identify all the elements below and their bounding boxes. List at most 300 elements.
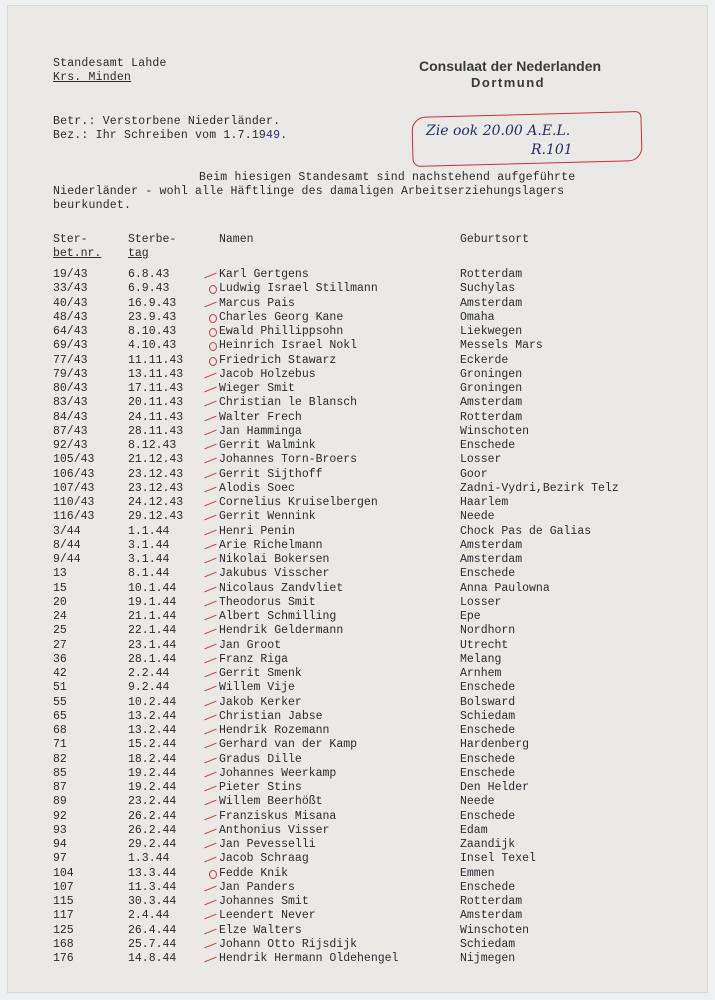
handwritten-note-line2: R.101 xyxy=(531,142,573,158)
entry-date: 8.12.43 xyxy=(128,439,177,452)
entry-date: 21.12.43 xyxy=(128,453,184,467)
entry-birthplace: Neede xyxy=(460,795,495,809)
entry-date: 24.12.43 xyxy=(128,496,184,509)
table-row xyxy=(8,624,707,638)
entry-birthplace: Insel Texel xyxy=(460,852,536,866)
entry-name: Albert Schmilling xyxy=(219,610,337,623)
entry-birthplace: Hardenberg xyxy=(460,738,530,752)
table-row xyxy=(8,539,707,553)
entry-name: Johann Otto Rijsdijk xyxy=(219,937,358,951)
entry-number: 24 xyxy=(53,610,67,623)
entry-date: 21.1.44 xyxy=(128,610,177,623)
reference-line xyxy=(53,129,287,142)
intro-line2: Niederländer - wohl alle Häftlinge des damaligen Arbeitserziehungslagers xyxy=(53,185,565,198)
office-name: Standesamt Lahde xyxy=(53,57,167,70)
red-check-mark xyxy=(204,486,217,492)
entry-date: 15.2.44 xyxy=(128,738,177,752)
red-check-mark xyxy=(204,401,217,407)
table-row xyxy=(8,411,707,425)
table-row xyxy=(8,525,707,539)
entry-number: 79/43 xyxy=(53,367,88,381)
table-row xyxy=(8,852,707,866)
table-row xyxy=(8,838,707,852)
entry-name: Franziskus Misana xyxy=(219,809,337,823)
entry-birthplace: Enschede xyxy=(460,809,516,823)
red-check-mark xyxy=(204,372,217,378)
table-row xyxy=(8,952,707,966)
table-row xyxy=(8,639,707,653)
red-check-mark xyxy=(204,771,217,777)
entry-number: 8/44 xyxy=(53,538,81,552)
entry-name: Elze Walters xyxy=(219,923,302,937)
column-header-nr-line1: Ster- xyxy=(53,233,88,246)
red-check-mark xyxy=(204,600,217,606)
entry-date: 19.2.44 xyxy=(128,766,177,780)
red-check-mark xyxy=(204,629,217,635)
entry-birthplace: Chock Pas de Galias xyxy=(460,524,592,538)
entry-date: 26.2.44 xyxy=(128,823,177,837)
entry-name: Christian le Blansch xyxy=(219,396,358,410)
entry-birthplace: Haarlem xyxy=(460,496,509,509)
entry-name: Marcus Pais xyxy=(219,296,295,310)
entry-date: 23.2.44 xyxy=(128,795,177,809)
entry-birthplace: Winschoten xyxy=(460,424,530,438)
entry-birthplace: Omaha xyxy=(460,310,495,324)
red-check-mark xyxy=(204,957,217,963)
intro-line1: Beim hiesigen Standesamt sind nachstehend aufgeführte xyxy=(199,171,576,184)
entry-name: Ludwig Israel Stillmann xyxy=(219,282,378,296)
entry-date: 26.2.44 xyxy=(128,809,177,823)
red-check-mark xyxy=(204,814,217,820)
entry-date: 30.3.44 xyxy=(128,895,177,908)
red-check-mark xyxy=(204,800,217,806)
red-check-mark xyxy=(204,942,217,948)
entry-name: Franz Riga xyxy=(219,652,289,666)
entry-date: 17.11.43 xyxy=(128,382,184,395)
red-check-mark xyxy=(204,415,217,421)
red-check-mark xyxy=(204,857,217,863)
entry-birthplace: Groningen xyxy=(460,382,523,395)
red-check-mark xyxy=(204,301,217,307)
red-check-mark xyxy=(204,515,217,521)
entry-number: 92/43 xyxy=(53,439,88,452)
entry-birthplace: Rotterdam xyxy=(460,268,523,281)
entry-date: 22.1.44 xyxy=(128,624,177,638)
table-row xyxy=(8,453,707,467)
entry-name: Henri Penin xyxy=(219,524,295,538)
entry-number: 42 xyxy=(53,667,67,680)
entry-name: Cornelius Kruiselbergen xyxy=(219,496,378,509)
entry-date: 28.1.44 xyxy=(128,652,177,666)
entry-date: 13.3.44 xyxy=(128,866,177,880)
entry-date: 6.8.43 xyxy=(128,268,170,281)
table-row xyxy=(8,696,707,710)
entry-date: 23.12.43 xyxy=(128,481,184,495)
entry-date: 28.11.43 xyxy=(128,424,184,438)
entry-name: Jakob Kerker xyxy=(219,695,302,709)
red-check-mark xyxy=(204,429,217,435)
red-check-mark xyxy=(204,657,217,663)
table-row xyxy=(8,810,707,824)
entry-number: 94 xyxy=(53,838,67,851)
table-row xyxy=(8,582,707,596)
entry-date: 2.4.44 xyxy=(128,909,170,923)
entry-name: Anthonius Visser xyxy=(219,823,330,837)
red-check-mark xyxy=(204,686,217,692)
table-row xyxy=(8,667,707,681)
entry-number: 9/44 xyxy=(53,553,81,566)
entry-date: 1.1.44 xyxy=(128,524,170,538)
table-row xyxy=(8,482,707,496)
entry-name: Jan Hamminga xyxy=(219,424,302,438)
entry-date: 6.9.43 xyxy=(128,282,170,296)
red-check-mark xyxy=(204,757,217,763)
entry-number: 93 xyxy=(53,823,67,837)
table-row xyxy=(8,567,707,581)
table-row xyxy=(8,339,707,353)
table-row xyxy=(8,610,707,624)
red-check-mark xyxy=(204,914,217,920)
consulate-stamp-line2: Dortmund xyxy=(471,75,546,90)
entry-date: 14.8.44 xyxy=(128,952,177,965)
entry-name: Heinrich Israel Nokl xyxy=(219,339,358,353)
table-row xyxy=(8,596,707,610)
entry-date: 2.2.44 xyxy=(128,667,170,680)
consulate-stamp-line1: Consulaat der Nederlanden xyxy=(419,58,602,74)
entry-number: 55 xyxy=(53,695,67,709)
entry-birthplace: Emmen xyxy=(460,866,495,880)
entry-date: 10.2.44 xyxy=(128,695,177,709)
entry-birthplace: Groningen xyxy=(460,367,523,381)
entry-date: 18.2.44 xyxy=(128,752,177,766)
table-row xyxy=(8,724,707,738)
entry-name: Gerrit Walmink xyxy=(219,439,316,452)
entry-birthplace: Zaandijk xyxy=(460,838,516,851)
entry-name: Fedde Knik xyxy=(219,866,289,880)
entry-number: 85 xyxy=(53,766,67,780)
column-header-nr-line2: bet.nr. xyxy=(53,247,102,260)
entry-name: Gerrit Wennink xyxy=(219,510,316,524)
entry-birthplace: Losser xyxy=(460,453,502,467)
entry-birthplace: Zadni-Vydri,Bezirk Telz xyxy=(460,481,619,495)
entry-date: 13.11.43 xyxy=(128,367,184,381)
entry-birthplace: Enschede xyxy=(460,766,516,780)
table-row xyxy=(8,425,707,439)
red-circle-mark xyxy=(209,342,217,351)
entry-number: 87/43 xyxy=(53,424,88,438)
entry-birthplace: Schiedam xyxy=(460,709,516,723)
entry-name: Christian Jabse xyxy=(219,709,323,723)
entry-number: 36 xyxy=(53,652,67,666)
red-check-mark xyxy=(204,572,217,578)
entry-birthplace: Enschede xyxy=(460,439,516,452)
entry-number: 107/43 xyxy=(53,481,95,495)
entry-number: 68 xyxy=(53,724,67,737)
entry-date: 20.11.43 xyxy=(128,396,184,410)
table-row xyxy=(8,396,707,410)
entry-name: Jacob Holzebus xyxy=(219,367,316,381)
entry-name: Ewald Phillippsohn xyxy=(219,325,344,338)
red-check-mark xyxy=(204,643,217,649)
table-row xyxy=(8,924,707,938)
entry-number: 25 xyxy=(53,624,67,638)
entry-birthplace: Nijmegen xyxy=(460,952,516,965)
entry-name: Wieger Smit xyxy=(219,382,295,395)
entry-date: 23.1.44 xyxy=(128,638,177,652)
table-row xyxy=(8,710,707,724)
entry-number: 97 xyxy=(53,852,67,866)
entry-birthplace: Enschede xyxy=(460,880,516,894)
entry-birthplace: Eckerde xyxy=(460,353,509,367)
entry-number: 84/43 xyxy=(53,410,88,424)
entry-number: 116/43 xyxy=(53,510,95,524)
red-check-mark xyxy=(204,743,217,749)
entry-date: 1.3.44 xyxy=(128,852,170,866)
entry-date: 24.11.43 xyxy=(128,410,184,424)
entry-number: 20 xyxy=(53,595,67,609)
table-row xyxy=(8,439,707,453)
entry-birthplace: Amsterdam xyxy=(460,538,523,552)
entry-name: Hendrik Hermann Oldehengel xyxy=(219,952,399,965)
entry-name: Nicolaus Zandvliet xyxy=(219,581,344,595)
entry-name: Hendrik Geldermann xyxy=(219,624,344,638)
entry-birthplace: Amsterdam xyxy=(460,553,523,566)
entry-number: 13 xyxy=(53,567,67,581)
table-row xyxy=(8,767,707,781)
entry-name: Walter Frech xyxy=(219,410,302,424)
entry-number: 104 xyxy=(53,866,74,880)
entry-number: 80/43 xyxy=(53,382,88,395)
red-check-mark xyxy=(204,714,217,720)
entry-number: 65 xyxy=(53,709,67,723)
entry-name: Jan Groot xyxy=(219,638,282,652)
entry-birthplace: Winschoten xyxy=(460,923,530,937)
entry-date: 3.1.44 xyxy=(128,553,170,566)
red-check-mark xyxy=(204,729,217,735)
red-check-mark xyxy=(204,885,217,891)
entry-birthplace: Rotterdam xyxy=(460,895,523,908)
entry-name: Gerhard van der Kamp xyxy=(219,738,358,752)
entry-birthplace: Enschede xyxy=(460,681,516,695)
entry-name: Friedrich Stawarz xyxy=(219,353,337,367)
table-row xyxy=(8,311,707,325)
entry-name: Karl Gertgens xyxy=(219,268,309,281)
entry-date: 29.12.43 xyxy=(128,510,184,524)
entry-number: 117 xyxy=(53,909,74,923)
column-header-place: Geburtsort xyxy=(460,233,530,246)
red-check-mark xyxy=(204,786,217,792)
table-row xyxy=(8,510,707,524)
red-check-mark xyxy=(204,828,217,834)
entry-birthplace: Anna Paulowna xyxy=(460,581,550,595)
entry-number: 92 xyxy=(53,809,67,823)
table-row xyxy=(8,909,707,923)
entry-name: Johannes Smit xyxy=(219,895,309,908)
table-row xyxy=(8,325,707,339)
entry-name: Nikolai Bokersen xyxy=(219,553,330,566)
entry-number: 107 xyxy=(53,880,74,894)
entry-number: 33/43 xyxy=(53,282,88,296)
red-check-mark xyxy=(204,586,217,592)
entry-date: 23.9.43 xyxy=(128,310,177,324)
entry-birthplace: Nordhorn xyxy=(460,624,516,638)
entry-name: Leendert Never xyxy=(219,909,316,923)
entry-date: 9.2.44 xyxy=(128,681,170,695)
entry-birthplace: Utrecht xyxy=(460,638,509,652)
table-row xyxy=(8,297,707,311)
entry-number: 106/43 xyxy=(53,467,95,481)
entry-name: Jakubus Visscher xyxy=(219,567,330,581)
entry-date: 13.2.44 xyxy=(128,724,177,737)
entry-number: 110/43 xyxy=(53,496,95,509)
entry-birthplace: Enschede xyxy=(460,567,516,581)
entry-date: 8.1.44 xyxy=(128,567,170,581)
entry-birthplace: Edam xyxy=(460,823,488,837)
entry-number: 89 xyxy=(53,795,67,809)
handwritten-note-line1: Zie ook 20.00 A.E.L. xyxy=(426,123,571,139)
table-row xyxy=(8,795,707,809)
entry-number: 15 xyxy=(53,581,67,595)
entry-birthplace: Melang xyxy=(460,652,502,666)
entry-number: 83/43 xyxy=(53,396,88,410)
entries-table xyxy=(8,268,707,966)
red-check-mark xyxy=(204,472,217,478)
red-check-mark xyxy=(204,444,217,450)
red-check-mark xyxy=(204,558,217,564)
table-row xyxy=(8,268,707,282)
entry-name: Alodis Soec xyxy=(219,481,295,495)
entry-date: 29.2.44 xyxy=(128,838,177,851)
entry-name: Jan Panders xyxy=(219,880,295,894)
entry-number: 77/43 xyxy=(53,353,88,367)
table-row xyxy=(8,867,707,881)
entry-birthplace: Amsterdam xyxy=(460,909,523,923)
entry-date: 3.1.44 xyxy=(128,538,170,552)
entry-date: 10.1.44 xyxy=(128,581,177,595)
document-sheet xyxy=(8,6,707,992)
table-row xyxy=(8,738,707,752)
entry-birthplace: Amsterdam xyxy=(460,396,523,410)
entry-birthplace: Enschede xyxy=(460,724,516,737)
entry-name: Willem Beerhößt xyxy=(219,795,323,809)
red-check-mark xyxy=(204,529,217,535)
reference-prefix: Bez.: Ihr Schreiben vom 1.7.19 xyxy=(53,129,267,142)
entry-name: Gerrit Sijthoff xyxy=(219,467,323,481)
subject-line: Betr.: Verstorbene Niederländer. xyxy=(53,115,281,128)
entry-date: 11.3.44 xyxy=(128,880,177,894)
entry-number: 115 xyxy=(53,895,74,908)
red-circle-mark xyxy=(209,870,217,879)
red-check-mark xyxy=(204,458,217,464)
red-check-mark xyxy=(204,672,217,678)
table-row xyxy=(8,553,707,567)
entry-number: 168 xyxy=(53,937,74,951)
entry-name: Pieter Stins xyxy=(219,781,302,794)
table-row xyxy=(8,881,707,895)
entry-birthplace: Goor xyxy=(460,467,488,481)
red-check-mark xyxy=(204,273,217,279)
column-header-date-line1: Sterbe- xyxy=(128,233,177,246)
table-row xyxy=(8,895,707,909)
table-row xyxy=(8,938,707,952)
red-circle-mark xyxy=(209,285,217,294)
red-circle-mark xyxy=(209,328,217,337)
entry-date: 26.4.44 xyxy=(128,923,177,937)
table-row xyxy=(8,781,707,795)
entry-date: 25.7.44 xyxy=(128,937,177,951)
entry-birthplace: Den Helder xyxy=(460,781,530,794)
entry-name: Willem Vije xyxy=(219,681,295,695)
entry-birthplace: Amsterdam xyxy=(460,296,523,310)
column-header-name: Namen xyxy=(219,233,254,246)
entry-name: Gerrit Smenk xyxy=(219,667,302,680)
table-row xyxy=(8,681,707,695)
entry-name: Hendrik Rozemann xyxy=(219,724,330,737)
red-check-mark xyxy=(204,501,217,507)
handwritten-note-border xyxy=(411,111,642,167)
entry-number: 105/43 xyxy=(53,453,95,467)
table-row xyxy=(8,468,707,482)
red-check-mark xyxy=(204,843,217,849)
entry-birthplace: Enschede xyxy=(460,752,516,766)
table-row xyxy=(8,282,707,296)
entry-number: 71 xyxy=(53,738,67,752)
entry-birthplace: Schiedam xyxy=(460,937,516,951)
entry-name: Theodorus Smit xyxy=(219,595,316,609)
table-row xyxy=(8,368,707,382)
red-circle-mark xyxy=(209,314,217,323)
entry-birthplace: Messels Mars xyxy=(460,339,543,353)
red-check-mark xyxy=(204,543,217,549)
entry-date: 23.12.43 xyxy=(128,467,184,481)
entry-number: 125 xyxy=(53,923,74,937)
intro-line3: beurkundet. xyxy=(53,199,132,212)
entry-number: 64/43 xyxy=(53,325,88,338)
column-header-date-line2: tag xyxy=(128,247,149,260)
red-check-mark xyxy=(204,900,217,906)
entry-number: 19/43 xyxy=(53,268,88,281)
entry-number: 48/43 xyxy=(53,310,88,324)
entry-birthplace: Rotterdam xyxy=(460,410,523,424)
entry-birthplace: Epe xyxy=(460,610,481,623)
entry-number: 3/44 xyxy=(53,524,81,538)
red-check-mark xyxy=(204,928,217,934)
entry-date: 16.9.43 xyxy=(128,296,177,310)
entry-name: Arie Richelmann xyxy=(219,538,323,552)
entry-date: 13.2.44 xyxy=(128,709,177,723)
entry-number: 27 xyxy=(53,638,67,652)
table-row xyxy=(8,354,707,368)
red-circle-mark xyxy=(209,357,217,366)
office-district: Krs. Minden xyxy=(53,71,132,84)
entry-date: 4.10.43 xyxy=(128,339,177,353)
entry-name: Jan Pevesselli xyxy=(219,838,316,851)
entry-name: Johannes Torn-Broers xyxy=(219,453,358,467)
entry-number: 82 xyxy=(53,752,67,766)
red-check-mark xyxy=(204,700,217,706)
entry-date: 19.1.44 xyxy=(128,595,177,609)
entry-name: Johannes Weerkamp xyxy=(219,766,337,780)
entry-date: 19.2.44 xyxy=(128,781,177,794)
entry-number: 87 xyxy=(53,781,67,794)
entry-name: Gradus Dille xyxy=(219,752,302,766)
reference-year: 49 xyxy=(266,129,281,142)
entry-birthplace: Arnhem xyxy=(460,667,502,680)
entry-date: 8.10.43 xyxy=(128,325,177,338)
table-row xyxy=(8,382,707,396)
entry-number: 40/43 xyxy=(53,296,88,310)
entry-birthplace: Suchylas xyxy=(460,282,516,296)
